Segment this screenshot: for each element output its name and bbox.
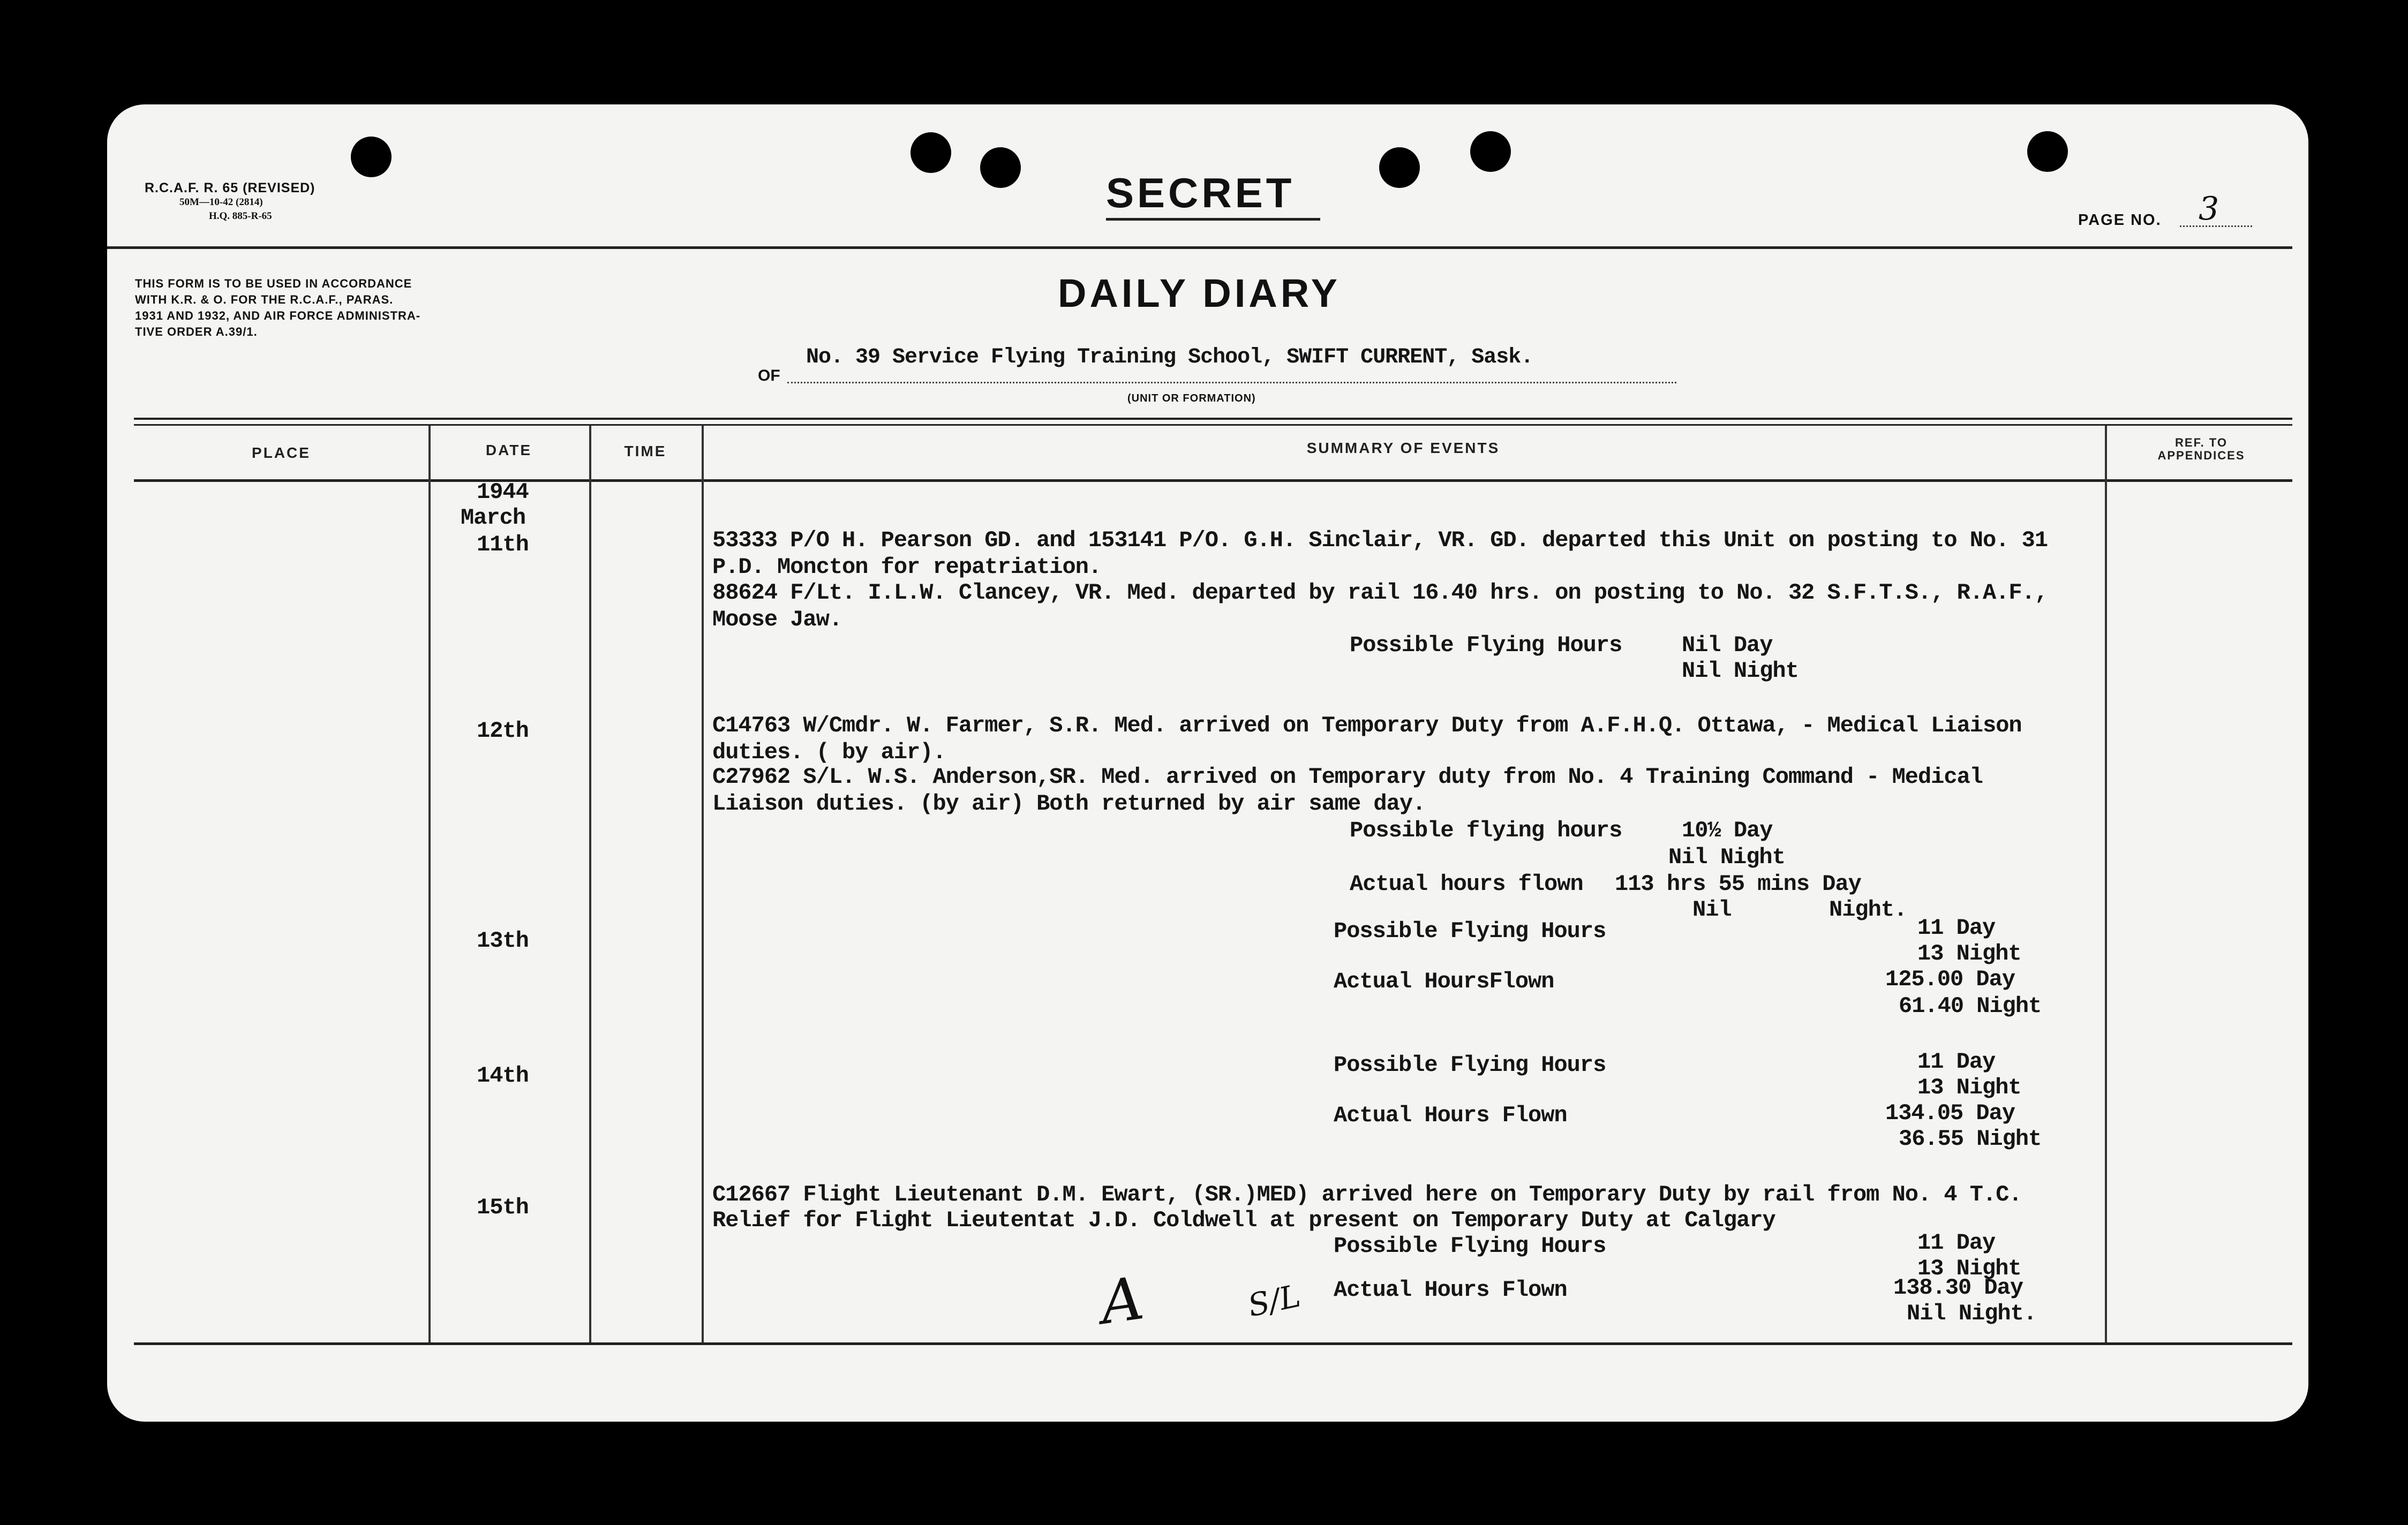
classification-underline (1106, 218, 1320, 221)
actual-hours-night: Nil Night. (1907, 1301, 2037, 1326)
actual-hours-night: Night. (1829, 897, 1907, 923)
date-month: March (461, 505, 526, 531)
header-rule (107, 246, 2292, 249)
actual-hours-night: 36.55 Night (1899, 1126, 2042, 1152)
column-header-date: DATE (485, 442, 532, 458)
column-header-place: PLACE (252, 444, 311, 461)
instruction-line: TIVE ORDER A.39/1. (135, 325, 258, 338)
punch-hole (2027, 131, 2068, 172)
unit-name: No. 39 Service Flying Training School, SWIFT CURRENT, Sask. (806, 345, 1533, 369)
punch-hole (910, 132, 951, 173)
unit-underline (787, 382, 1676, 383)
entry-line: C14763 W/Cmdr. W. Farmer, S.R. Med. arrived on Temporary Duty from A.F.H.Q. Ottawa, - Medical Liaison (712, 713, 2022, 738)
handwritten-initial: A (1096, 1264, 1148, 1338)
possible-hours-night: 13 Night (1917, 941, 2021, 967)
possible-hours-night: 13 Night (1917, 1075, 2021, 1100)
column-divider (702, 426, 704, 1342)
instruction-line: WITH K.R. & O. FOR THE R.C.A.F., PARAS. (135, 293, 394, 306)
page-number: 3 (2199, 190, 2219, 228)
page-label: PAGE NO. (2078, 212, 2162, 229)
actual-hours-day: 125.00 Day (1885, 967, 2015, 992)
entry-line: Liaison duties. (by air) Both returned by air same day. (712, 791, 1426, 817)
date-11: 11th (477, 532, 529, 557)
page-number-line (2180, 225, 2252, 227)
handwritten-initial: S/L (1244, 1277, 1304, 1324)
entry-line: Relief for Flight Lieutentat J.D. Coldwell at present on Temporary Duty at Calgary (712, 1207, 1775, 1233)
punch-hole (1379, 147, 1420, 188)
form-number: R.C.A.F. R. 65 (REVISED) (145, 180, 315, 195)
column-header-summary: SUMMARY OF EVENTS (1306, 440, 1500, 456)
table-top-rule (134, 418, 2292, 420)
unit-caption: (UNIT OR FORMATION) (1127, 392, 1256, 404)
possible-hours-day: 10½ Day (1682, 818, 1773, 843)
possible-hours-label: Possible Flying Hours (1334, 918, 1606, 944)
possible-hours-night: Nil Night (1668, 844, 1785, 870)
entry-line: duties. ( by air). (712, 739, 946, 765)
possible-hours-day: 11 Day (1917, 1049, 1996, 1075)
instructions (135, 276, 420, 340)
possible-hours-night: 13 Night (1917, 1256, 2021, 1281)
actual-hours-label: Actual hours flown (1350, 871, 1583, 897)
instruction-line: 1931 AND 1932, AND AIR FORCE ADMINISTRA- (135, 309, 421, 322)
actual-hours-day: 134.05 Day (1885, 1100, 2015, 1126)
actual-hours-label: Actual Hours Flown (1334, 1103, 1567, 1128)
actual-hours-label: Actual Hours Flown (1334, 1277, 1567, 1303)
date-14: 14th (477, 1063, 529, 1089)
column-divider (589, 426, 591, 1342)
column-header-ref (2105, 436, 2298, 462)
punch-hole (351, 137, 392, 177)
classification: SECRET (1106, 169, 1295, 216)
column-header-time: TIME (624, 443, 667, 459)
possible-hours-night: Nil Night (1682, 658, 1799, 684)
of-label: OF (758, 367, 780, 384)
possible-hours-label: Possible flying hours (1350, 818, 1622, 843)
print-line: 50M—10-42 (2814) (179, 197, 263, 208)
actual-hours-day: 138.30 Day (1893, 1275, 2023, 1301)
column-divider (428, 426, 431, 1342)
page-title: DAILY DIARY (1058, 271, 1341, 315)
actual-hours-label: Actual HoursFlown (1334, 969, 1554, 994)
ref-line-2: APPENDICES (2157, 449, 2245, 462)
possible-hours-day: Nil Day (1682, 632, 1773, 658)
possible-hours-label: Possible Flying Hours (1334, 1052, 1606, 1078)
entry-line: 88624 F/Lt. I.L.W. Clancey, VR. Med. departed by rail 16.40 hrs. on posting to No. 32 S.F.T.S., R.A.F., (712, 580, 2048, 606)
punch-hole (980, 147, 1021, 188)
date-year: 1944 (477, 479, 529, 505)
entry-line: 53333 P/O H. Pearson GD. and 153141 P/O. G.H. Sinclair, VR. GD. departed this Unit on posting to No. 31 (712, 527, 2048, 553)
hq-line: H.Q. 885-R-65 (209, 210, 272, 222)
column-divider (2105, 426, 2107, 1342)
entry-line: Moose Jaw. (712, 607, 842, 632)
table-bottom-rule (134, 1342, 2292, 1345)
entry-line: C12667 Flight Lieutenant D.M. Ewart, (SR.)MED) arrived here on Temporary Duty by rail from No. 4 T.C. (712, 1182, 2022, 1207)
date-13: 13th (477, 928, 529, 954)
table-top-rule-2 (134, 424, 2292, 426)
possible-hours-day: 11 Day (1917, 915, 1996, 941)
entry-line: C27962 S/L. W.S. Anderson,SR. Med. arrived on Temporary duty from No. 4 Training Command - Medical (712, 764, 1983, 790)
ref-line-1: REF. TO (2175, 436, 2228, 449)
entry-line: P.D. Moncton for repatriation. (712, 554, 1102, 580)
instruction-line: THIS FORM IS TO BE USED IN ACCORDANCE (135, 277, 412, 290)
date-12: 12th (477, 718, 529, 744)
diary-page (107, 104, 2308, 1422)
possible-hours-label: Possible Flying Hours (1334, 1233, 1606, 1259)
actual-hours-night: 61.40 Night (1899, 993, 2042, 1019)
possible-hours-label: Possible Flying Hours (1350, 632, 1622, 658)
punch-hole (1470, 131, 1511, 172)
actual-hours-nil: Nil (1692, 897, 1732, 923)
date-15: 15th (477, 1195, 529, 1220)
table-header-rule (134, 479, 2292, 482)
actual-hours-day: 113 hrs 55 mins Day (1615, 871, 1861, 897)
possible-hours-day: 11 Day (1917, 1230, 1996, 1256)
